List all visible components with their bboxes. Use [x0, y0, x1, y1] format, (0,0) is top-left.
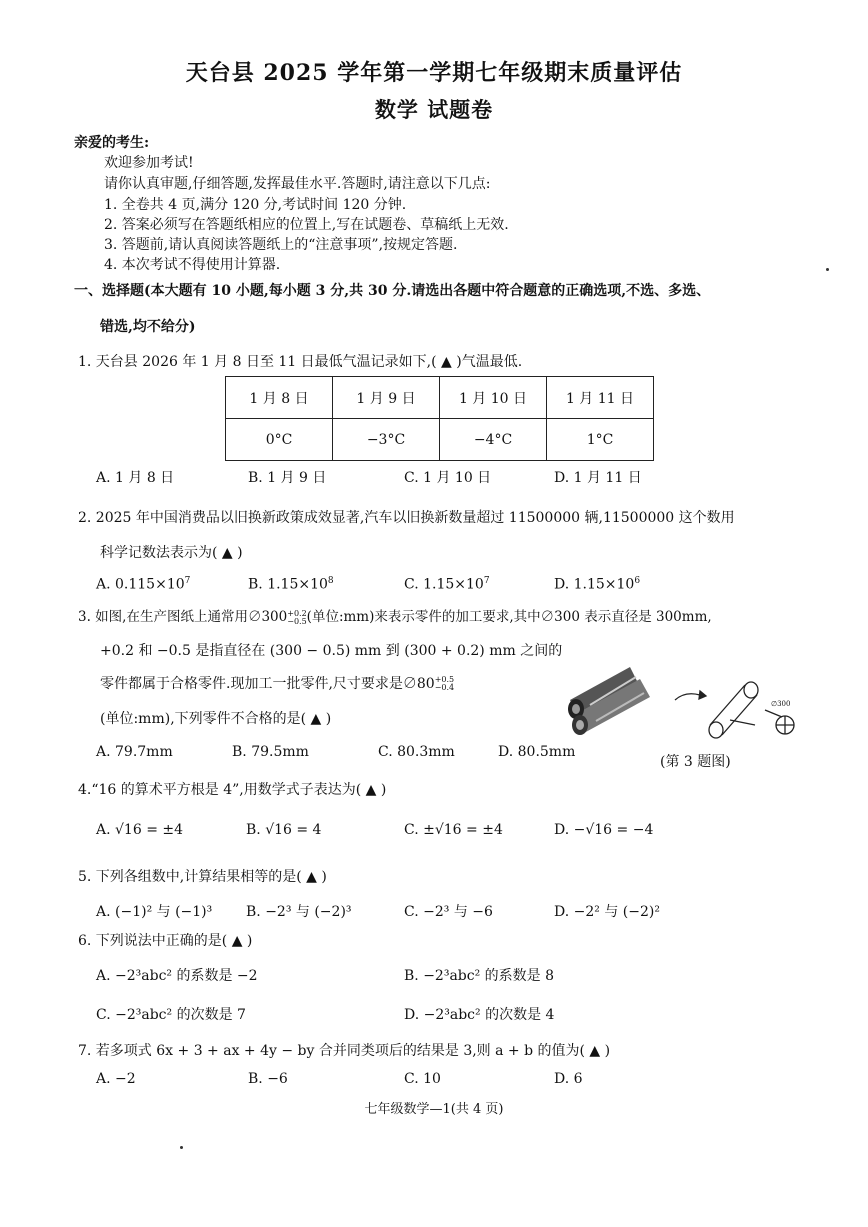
q1-option-d: D. 1 月 11 日	[554, 470, 642, 486]
pipe-photo	[568, 667, 650, 735]
q3-stem-line2: +0.2 和 −0.5 是指直径在 (300 − 0.5) mm 到 (300 + 0.2) mm 之间的	[100, 643, 563, 659]
q2-stem-line1: 2. 2025 年中国消费品以旧换新政策成效显著,汽车以旧换新数量超过 11500000 辆,11500000 这个数用	[78, 510, 735, 526]
q1-option-a: A. 1 月 8 日	[96, 470, 175, 486]
q3-stem-line3: 零件都属于合格零件.现加工一批零件,尺寸要求是∅80+0.5 −0.4	[100, 675, 455, 692]
date-cell: 1 月 9 日	[333, 377, 440, 419]
q4-stem: 4.“16 的算术平方根是 4”,用数学式子表达为( ▲ )	[78, 782, 387, 798]
note-2: 2. 答案必须写在答题纸相应的位置上,写在试题卷、草稿纸上无效.	[104, 217, 509, 233]
page-footer: 七年级数学—1(共 4 页)	[364, 1102, 504, 1117]
q3-stem-line1: 3. 如图,在生产图纸上通常用∅300+0.2 −0.5(单位:mm)来表示零件的加工要求,其中∅300 表示直径是 300mm,	[78, 608, 712, 626]
date-cell: 1 月 8 日	[226, 377, 333, 419]
q7-option-b: B. −6	[248, 1071, 288, 1087]
q5-option-b: B. −2³ 与 (−2)³	[246, 904, 352, 920]
q3-option-d: D. 80.5mm	[498, 744, 576, 760]
scan-speck	[826, 268, 829, 271]
q2-stem-line2: 科学记数法表示为( ▲ )	[100, 545, 243, 561]
temp-cell: 1°C	[547, 419, 654, 461]
note-3: 3. 答题前,请认真阅读答题纸上的“注意事项”,按规定答题.	[104, 237, 458, 253]
note-1: 1. 全卷共 4 页,满分 120 分,考试时间 120 分钟.	[104, 197, 407, 213]
exam-title: 天台县 2025 学年第一学期七年级期末质量评估	[185, 60, 683, 86]
section-heading-line2: 错选,均不给分)	[100, 319, 196, 335]
q3-option-a: A. 79.7mm	[96, 744, 173, 760]
scan-speck	[180, 1146, 183, 1149]
q2-option-d: D. $1.15\times 10^6$	[554, 576, 641, 593]
q6-stem: 6. 下列说法中正确的是( ▲ )	[78, 933, 253, 949]
q4-option-b: B. √16 = 4	[246, 822, 322, 838]
q2-option-a: A. $0.115\times 10^7$	[96, 576, 191, 593]
date-cell: 1 月 11 日	[547, 377, 654, 419]
q5-option-c: C. −2³ 与 −6	[404, 904, 493, 920]
figure-caption: (第 3 题图)	[660, 754, 731, 770]
temperature-table	[225, 376, 654, 461]
q1-option-b: B. 1 月 9 日	[248, 470, 327, 486]
q6-option-c: C. −2³abc² 的次数是 7	[96, 1007, 246, 1023]
q4-option-a: A. √16 = ±4	[96, 822, 184, 838]
q5-stem: 5. 下列各组数中,计算结果相等的是( ▲ )	[78, 869, 327, 885]
q3-option-b: B. 79.5mm	[232, 744, 309, 760]
cylinder-drawing	[675, 682, 794, 738]
note-4: 4. 本次考试不得使用计算器.	[104, 257, 281, 273]
temp-cell: −3°C	[333, 419, 440, 461]
q5-option-d: D. −2² 与 (−2)²	[554, 904, 660, 920]
q6-option-a: A. −2³abc² 的系数是 −2	[96, 968, 258, 984]
q3-stem-line4: (单位:mm),下列零件不合格的是( ▲ )	[100, 711, 332, 727]
q4-option-c: C. ±√16 = ±4	[404, 822, 503, 838]
section-heading-line1: 一、选择题(本大题有 10 小题,每小题 3 分,共 30 分.请选出各题中符合题意的正确选项,不选、多选、	[74, 283, 711, 299]
diameter-label: ∅300	[771, 700, 791, 708]
date-cell: 1 月 10 日	[440, 377, 547, 419]
q1-stem: 1. 天台县 2026 年 1 月 8 日至 11 日最低气温记录如下,( ▲ )气温最低.	[78, 354, 523, 370]
q1-option-c: C. 1 月 10 日	[404, 470, 492, 486]
q7-option-c: C. 10	[404, 1071, 441, 1087]
table-row	[226, 377, 654, 419]
q6-option-d: D. −2³abc² 的次数是 4	[404, 1007, 555, 1023]
request-text: 请你认真审题,仔细答题,发挥最佳水平.答题时,请注意以下几点:	[104, 176, 491, 192]
table-row	[226, 419, 654, 461]
temp-cell: −4°C	[440, 419, 547, 461]
q4-option-d: D. −√16 = −4	[554, 822, 654, 838]
q6-option-b: B. −2³abc² 的系数是 8	[404, 968, 555, 984]
q2-option-c: C. $1.15\times 10^7$	[404, 576, 490, 593]
q2-option-b: B. $1.15\times 10^8$	[248, 576, 334, 593]
greeting: 亲爱的考生:	[74, 135, 150, 151]
q3-option-c: C. 80.3mm	[378, 744, 455, 760]
temp-cell: 0°C	[226, 419, 333, 461]
welcome-text: 欢迎参加考试!	[104, 155, 194, 171]
exam-subtitle: 数学 试题卷	[374, 97, 494, 122]
q7-stem: 7. 若多项式 6x + 3 + ax + 4y − by 合并同类项后的结果是 3,则 a + b 的值为( ▲ )	[78, 1043, 611, 1059]
q7-option-a: A. −2	[96, 1071, 136, 1087]
q5-option-a: A. (−1)² 与 (−1)³	[96, 904, 213, 920]
q7-option-d: D. 6	[554, 1071, 583, 1087]
